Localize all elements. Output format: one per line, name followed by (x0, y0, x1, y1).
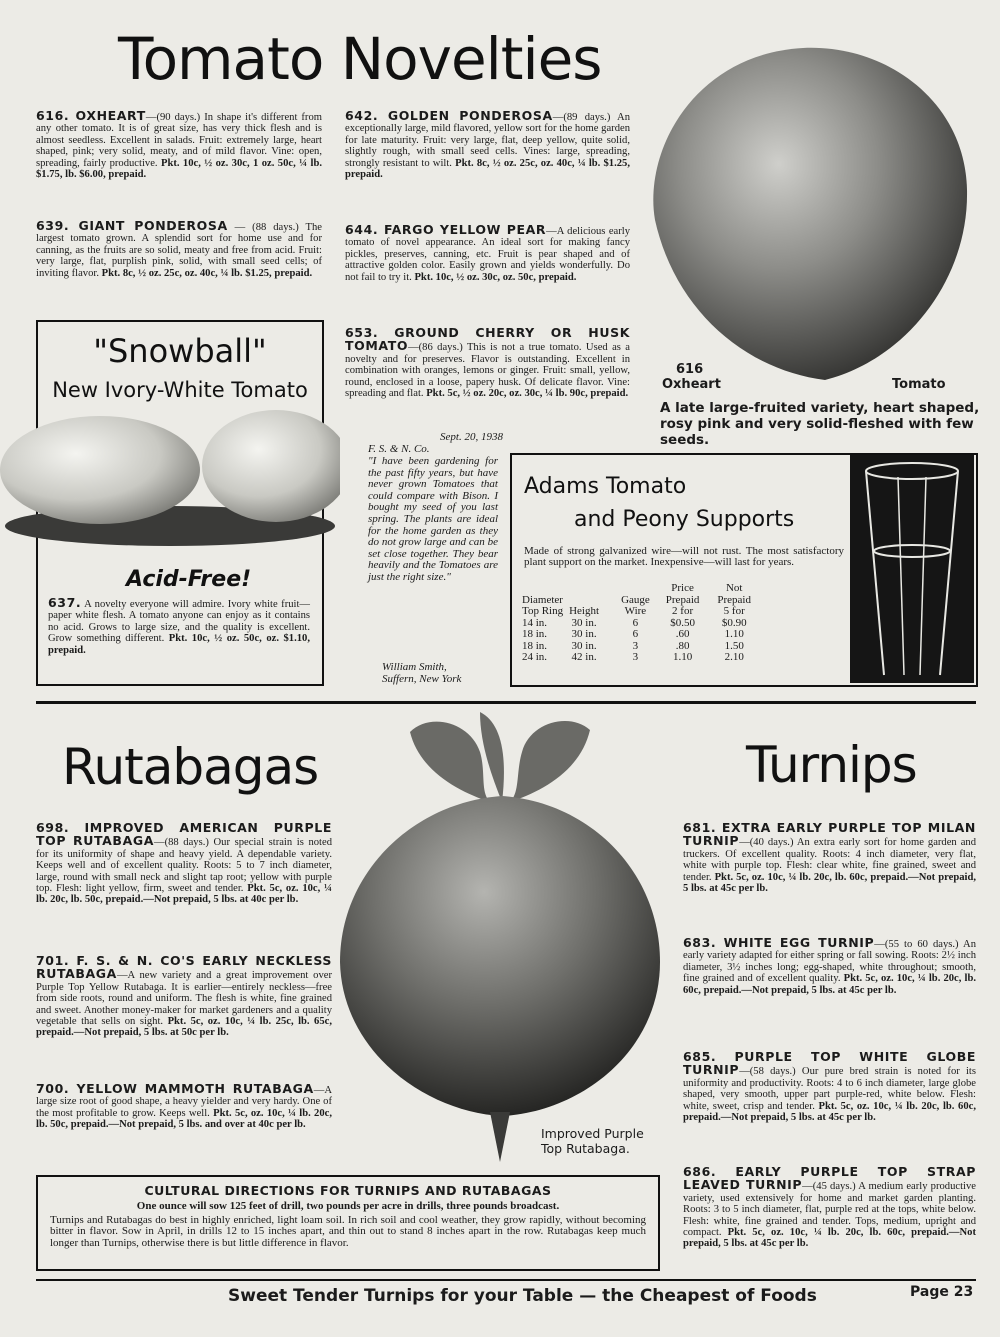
item-700-yellow-mammoth (36, 1083, 332, 1131)
item-639-giant-ponderosa (36, 220, 322, 279)
item-price: Pkt. 10c, ½ oz. 30c, 1 oz. 50c, ¼ lb. $1.75, lb. $6.00, prepaid. (36, 157, 322, 181)
item-price: Pkt. 5c, oz. 10c, ¼ lb. 20c, lb. 50c, prepaid.—Not prepaid, 5 lbs. and over at 40c per lb. (36, 1107, 333, 1131)
item-head: 683. WHITE EGG TURNIP (683, 935, 875, 950)
table-row: 18 in. 30 in. 3 .80 1.50 (522, 639, 744, 652)
item-653-ground-cherry (345, 327, 630, 399)
item-price: Pkt. 8c, ½ oz. 25c, oz. 40c, ¼ lb. $1.25, prepaid. (345, 157, 630, 181)
item-body: A novelty everyone will admire. Ivory white fruit—paper white flesh. A tomato anyone can enjoy as it contains no acid. Grows to large size, and the quality is excellent. Grow something different. (48, 599, 310, 645)
item-head: 644. FARGO YELLOW PEAR (345, 222, 547, 237)
item-price: Pkt. 8c, ½ oz. 25c, oz. 40c, ¼ lb. $1.25, prepaid. (101, 267, 313, 279)
col-not-prepaid-header: Not Prepaid 5 for (717, 582, 751, 617)
item-head: 616. OXHEART (36, 108, 146, 123)
oxheart-caption-tomato: Tomato (892, 377, 946, 392)
col-prepaid-header: Price Prepaid 2 for (665, 582, 700, 617)
oxheart-caption-name: Oxheart (662, 377, 721, 392)
supports-title-line1: Adams Tomato (524, 474, 687, 499)
item-body: —(86 days.) This is not a true tomato. Used as a novelty and for preserves. Flavor is outstanding. Excellent in combination with oranges, lemons or ginger. Fruit: small, yellow, round, enclosed in a loose, papery husk. Of delicate flavor. Vine: spreading and flat. (345, 342, 630, 400)
item-body: —(89 days.) An exceptionally large, mild flavored, yellow sort for the home garden for late maturity. Fruit: very large, flat, deep yellow, quite solid, slightly rough, with small seed cells. Vines: large, spreading, strongly resistant to wilt. (345, 112, 630, 169)
item-685-purple-top-white-globe (683, 1051, 976, 1123)
supports-illustration-panel (850, 455, 974, 683)
page-number: Page 23 (910, 1284, 974, 1300)
item-price: Pkt. 5c, oz. 10c, ¼ lb. 20c, lb. 50c, prepaid.—Not prepaid, 5 lbs. at 40c per lb. (36, 883, 332, 906)
cultural-directions-body: Turnips and Rutabagas do best in highly enriched, light loam soil. In rich soil and cool weather, they grow rapidly, without becoming bitter in flavor. Sow in April, in drills 12 to 15 inches apart, and thin out to stand 8 inches apart in the row. Rutabagas keep much longer than Turnips, otherwise there is but little difference in flavor. (50, 1214, 646, 1249)
item-price: Pkt. 5c, oz. 10c, ¼ lb. 25c, lb. 65c, prepaid.—Not prepaid, 5 lbs. at 50c per lb. (36, 1016, 332, 1039)
item-body: —A delicious early tomato of novel appearance. An ideal sort for making fancy pickles, preserves, canning, etc. Fruit is pear shaped and of attractive golden color. Easily grown and yields wonderfully. Do not fail to try it. (345, 226, 630, 283)
item-642-golden-ponderosa (345, 110, 630, 180)
table-header-row (522, 583, 757, 618)
item-body: —A new variety and a great improvement over Purple Top Yellow Rutabaga. It is earlier—entirely neckless—free from side roots, round and uniform. The flesh is white, fine grained and sweet. Another money-maker for market gardeners and a quality vegetable that sells on sight. (36, 970, 332, 1028)
rutabagas-title: Rutabagas (62, 738, 319, 796)
col-gauge-header: Gauge Wire (621, 593, 650, 617)
rutabaga-caption: Improved Purple Top Rutabaga. (541, 1126, 644, 1156)
item-698-american-purple-top (36, 822, 332, 906)
supports-price-table (522, 583, 757, 664)
item-686-strap-leaved (683, 1166, 976, 1250)
item-head: 686. EARLY PURPLE TOP STRAP LEAVED TURNIP (683, 1164, 976, 1193)
col-diameter-header: Diameter Top Ring (522, 593, 564, 617)
table-row: 24 in. 42 in. 3 1.10 2.10 (522, 651, 744, 663)
cultural-directions-title: CULTURAL DIRECTIONS FOR TURNIPS AND RUTABAGAS (144, 1183, 552, 1198)
turnips-title: Turnips (746, 736, 917, 794)
table-row: 18 in. 30 in. 6 .60 1.10 (522, 628, 744, 640)
item-616-oxheart (36, 110, 322, 180)
item-head: 642. GOLDEN PONDEROSA (345, 108, 553, 123)
tomato-section-title: Tomato Novelties (118, 25, 602, 93)
letter-recipient: F. S. & N. Co. (368, 443, 430, 455)
footer-rule (36, 1279, 976, 1281)
item-price: Pkt. 5c, oz. 10c, ¼ lb. 20c, lb. 60c, prepaid.—Not prepaid, 5 lbs. at 45c per lb. (683, 1100, 976, 1124)
item-body: —(45 days.) A medium early productive variety, used extensively for home and market garden planting. Roots: 3 to 5 inch diameter, flat, purple red at the tops, white below. Flesh: white, fine grained and tender. Tops, medium, upright and compact. (683, 1181, 976, 1239)
item-681-purple-top-milan (683, 822, 976, 894)
snowball-acid-free: Acid-Free! (126, 567, 252, 592)
footer-slogan: Sweet Tender Turnips for your Table — the Cheapest of Foods (228, 1286, 817, 1306)
oxheart-caption-number: 616 (676, 362, 704, 377)
item-head: 701. F. S. & N. CO'S EARLY NECKLESS RUTABAGA (36, 953, 332, 982)
item-price: Pkt. 5c, ½ oz. 20c, oz. 30c, ¼ lb. 90c, prepaid. (426, 388, 629, 400)
item-683-white-egg (683, 937, 976, 996)
letter-place: Suffern, New York (382, 673, 462, 685)
rutabaga-photo (330, 712, 674, 1168)
letter-date: Sept. 20, 1938 (440, 431, 503, 443)
oxheart-tomato-photo (635, 40, 980, 385)
item-body: —(90 days.) In shape it's different from any other tomato. It is of great size, has very thick flesh and is almost seedless. Excellent in salads. Fruit: extremely large, heart shaped, pink; very solid, meaty, and of mild flavor. Vine: open, spreading, fairly productive. (36, 112, 323, 169)
item-644-fargo-yellow-pear (345, 224, 630, 283)
table-row: 14 in. 30 in. 6 $0.50 $0.90 (522, 616, 747, 629)
cultural-directions-rate: One ounce will sow 125 feet of drill, two pounds per acre in drills, three pounds broadcast. (136, 1200, 560, 1212)
item-body: —(40 days.) An extra early sort for home garden and truckers. Of excellent quality. Roots: 4 inch diameter, very flat, white with purple top. Flesh: clear white, fine grained, sweet and tender. (683, 837, 976, 883)
item-body: —(88 days.) Our special strain is noted for its uniformity of shape and heavy yield. A dependable variety. Keeps well and of excellent quality. Roots: 5 to 7 inch diameter, large, round with small neck and slight tap root; yellow with purple top. Flesh: light yellow, firm, sweet and tender. (36, 837, 332, 895)
snowball-subtitle: New Ivory-White Tomato (52, 378, 308, 402)
item-head: 698. IMPROVED AMERICAN PURPLE TOP RUTABAGA (36, 820, 332, 849)
item-head: 681. EXTRA EARLY PURPLE TOP MILAN TURNIP (683, 820, 976, 849)
wire-support-icon (850, 455, 974, 683)
item-price: Pkt. 10c, ½ oz. 50c, oz. $1.10, prepaid. (48, 633, 310, 656)
item-body: —A large size root of good shape, a heavy yielder and very hardy. One of the most profitable to grow. Keeps well. (36, 1085, 332, 1119)
snowball-title: "Snowball" (93, 332, 267, 370)
item-637-snowball (48, 597, 310, 656)
letter-signature: William Smith, (382, 661, 447, 673)
item-price: Pkt. 5c, oz. 10c, ¼ lb. 20c, lb. 60c, prepaid.—Not prepaid, 5 lbs. at 45c per lb. (683, 1227, 976, 1250)
section-divider (36, 701, 976, 704)
item-head: 653. GROUND CHERRY OR HUSK TOMATO (345, 325, 630, 354)
item-701-early-neckless (36, 955, 332, 1039)
item-head: 637. (48, 595, 82, 610)
item-head: 639. GIANT PONDEROSA (36, 218, 228, 233)
item-body: —(58 days.) Our pure bred strain is noted for its uniformity and productivity. Roots: 4 to 6 inch diameter, large globe shaped, very smooth, upper part purple-red, white below. Flesh: white, sweet, crisp and tender. (683, 1066, 976, 1112)
snowball-tomatoes-photo (0, 404, 340, 554)
col-height-header: Height (569, 605, 600, 617)
item-price: Pkt. 5c, oz. 10c, ¼ lb. 20c, lb. 60c, prepaid.—Not prepaid, 5 lbs. at 45c per lb. (683, 973, 976, 996)
item-head: 685. PURPLE TOP WHITE GLOBE TURNIP (683, 1049, 976, 1078)
oxheart-caption-description: A late large-fruited variety, heart shaped, rosy pink and very solid-fleshed with few seeds. (660, 400, 980, 448)
supports-description: Made of strong galvanized wire—will not rust. The most satisfactory plant support on the market. Inexpensive—will last for years. (524, 545, 844, 569)
item-price: Pkt. 5c, oz. 10c, ¼ lb. 20c, lb. 60c, prepaid.—Not prepaid, 5 lbs. at 45c per lb. (683, 871, 976, 895)
item-body: — (88 days.) The largest tomato grown. A splendid sort for home use and for canning, as the fruits are so solid, meaty and free from acid. Fruit: very large, flat, purplish pink, solid, with small seed cells; of inviting flavor. (36, 222, 322, 279)
letter-body: "I have been gardening for the past fifty years, but have never grown Tomatoes that could compare with Bison. I bought my seed of you last spring. The plants are ideal for the home garden as they do not grow large and can be set close together. They bear heavily and the Tomatoes are just the right size." (368, 455, 498, 583)
item-price: Pkt. 10c, ½ oz. 30c, oz. 50c, prepaid. (414, 271, 577, 283)
supports-title-line2: and Peony Supports (574, 507, 795, 532)
item-head: 700. YELLOW MAMMOTH RUTABAGA (36, 1081, 314, 1096)
item-body: —(55 to 60 days.) An early variety adapted for either spring or fall sowing. Roots: 2½ inch diameter, 3½ inches long; egg-shaped, white throughout; smooth, fine grained and of excellent quality. (683, 939, 976, 985)
